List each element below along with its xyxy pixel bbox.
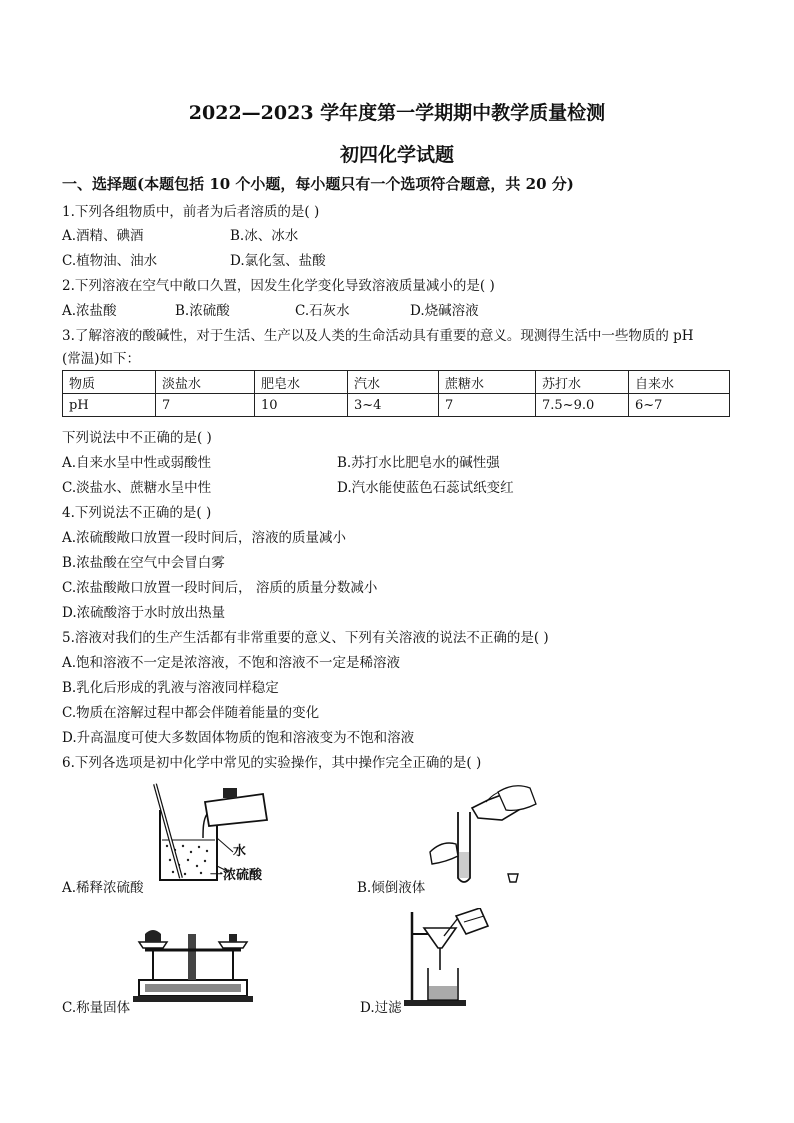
- section-heading: 一、选择题(本题包括 10 个小题，每小题只有一个选项符合题意，共 20 分): [62, 175, 574, 193]
- exam-subtitle: 初四化学试题: [339, 144, 454, 166]
- fig-a-acid-label: 一浓硫酸: [210, 868, 263, 883]
- q3-ask: 下列说法中不正确的是( ): [62, 430, 212, 446]
- q3-stem-line1: 3.了解溶液的酸碱性，对于生活、生产以及人类的生命活动具有重要的意义。现测得生活中一些物质的 pH: [62, 328, 694, 344]
- q4-option-a: A.浓硫酸敞口放置一段时间后，溶液的质量减小: [62, 530, 347, 546]
- table-cell: pH: [63, 394, 156, 417]
- q2-option-c: C.石灰水: [295, 303, 350, 319]
- q6-option-b: B.倾倒液体: [357, 880, 426, 896]
- table-cell: 10: [255, 394, 348, 417]
- pouring-liquid-illustration: [428, 782, 540, 890]
- q3-stem-line2: (常温)如下：: [62, 351, 141, 367]
- filtration-illustration: [404, 908, 496, 1008]
- q6-stem: 6.下列各选项是初中化学中常见的实验操作，其中操作完全正确的是( ): [62, 755, 482, 771]
- table-cell: 肥皂水: [255, 371, 348, 394]
- table-cell: 淡盐水: [156, 371, 255, 394]
- q6-option-d: D.过滤: [360, 1000, 402, 1016]
- q2-option-d: D.烧碱溶液: [410, 303, 479, 319]
- table-cell: 汽水: [348, 371, 439, 394]
- q2-stem: 2.下列溶液在空气中敞口久置，因发生化学变化导致溶液质量减小的是( ): [62, 278, 495, 294]
- q4-option-c: C.浓盐酸敞口放置一段时间后， 溶质的质量分数减小: [62, 580, 378, 596]
- q5-option-d: D.升高温度可使大多数固体物质的饱和溶液变为不饱和溶液: [62, 730, 415, 746]
- q2-option-a: A.浓盐酸: [62, 303, 117, 319]
- table-cell: 3~4: [348, 394, 439, 417]
- exam-title: 2022—2023 学年度第一学期期中教学质量检测: [188, 102, 606, 124]
- q4-stem: 4.下列说法不正确的是( ): [62, 505, 212, 521]
- table-row: [63, 394, 730, 417]
- q1-option-c: C.植物油、油水: [62, 253, 158, 269]
- table-cell: 7.5~9.0: [536, 394, 629, 417]
- q1-option-b: B.冰、冰水: [230, 228, 299, 244]
- q2-option-b: B.浓硫酸: [175, 303, 230, 319]
- table-cell: 6~7: [629, 394, 730, 417]
- q5-option-c: C.物质在溶解过程中都会伴随着能量的变化: [62, 705, 320, 721]
- table-header-row: [63, 371, 730, 394]
- table-cell: 苏打水: [536, 371, 629, 394]
- q3-option-c: C.淡盐水、蔗糖水呈中性: [62, 480, 212, 496]
- table-cell: 7: [439, 394, 536, 417]
- q3-option-d: D.汽水能使蓝色石蕊试纸变红: [337, 480, 514, 496]
- q5-option-a: A.饱和溶液不一定是浓溶液，不饱和溶液不一定是稀溶液: [62, 655, 401, 671]
- table-cell: 7: [156, 394, 255, 417]
- fig-a-water-label: 水: [233, 844, 247, 859]
- q4-option-b: B.浓盐酸在空气中会冒白雾: [62, 555, 225, 571]
- table-cell: 蔗糖水: [439, 371, 536, 394]
- q1-option-a: A.酒精、碘酒: [62, 228, 144, 244]
- q4-option-d: D.浓硫酸溶于水时放出热量: [62, 605, 226, 621]
- q6-option-c: C.称量固体: [62, 1000, 131, 1016]
- table-cell: 自来水: [629, 371, 730, 394]
- q1-stem: 1.下列各组物质中，前者为后者溶质的是( ): [62, 204, 320, 220]
- q1-option-d: D.氯化氢、盐酸: [230, 253, 326, 269]
- q5-stem: 5.溶液对我们的生产生活都有非常重要的意义、下列有关溶液的说法不正确的是( ): [62, 630, 549, 646]
- table-cell: 物质: [63, 371, 156, 394]
- q3-option-a: A.自来水呈中性或弱酸性: [62, 455, 212, 471]
- q6-option-a: A.稀释浓硫酸: [62, 880, 144, 896]
- ph-table: [62, 370, 730, 417]
- q3-option-b: B.苏打水比肥皂水的碱性强: [337, 455, 500, 471]
- q5-option-b: B.乳化后形成的乳液与溶液同样稳定: [62, 680, 279, 696]
- balance-scale-illustration: [133, 922, 253, 1004]
